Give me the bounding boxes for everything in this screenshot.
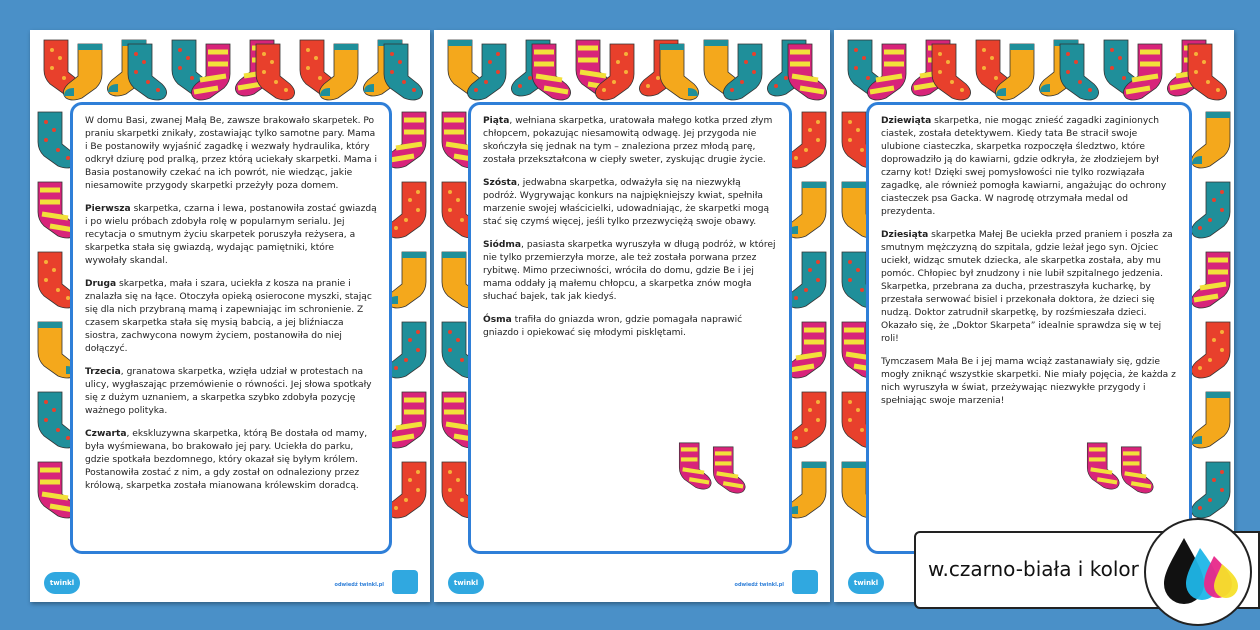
sock-pair-illustration xyxy=(1084,435,1164,505)
story-textbox xyxy=(468,102,792,554)
story-textbox xyxy=(866,102,1192,554)
worksheet-page-2 xyxy=(434,30,830,602)
paragraph: Dziewiąta skarpetka, nie mogąc znieść zagadki zaginionych ciastek, została detektywem. Kiedy tata Be stracił swoje ulubione ciasteczka, skarpetka rozpoczęła śledztwo, które doprowadziło ją do kawiarni, gdzie odkryła, że złodziejem był czarny kot! Dzięki swej pomysłowości nie tylko rozwiązała zagadkę, ale również pomogła kawiarni, angażując do ochrony ciasteczek psa Gacka. W nagrodę otrzymała medal od prezydenta. xyxy=(881,116,1167,217)
sock-icon xyxy=(1188,390,1234,450)
ink-drops-icon xyxy=(1144,518,1252,626)
footer-url: odwiedź twinkl.pl xyxy=(734,582,784,588)
sock-icon xyxy=(252,42,298,102)
twinkl-logo: twinkl xyxy=(44,572,80,594)
twinkl-logo: twinkl xyxy=(848,572,884,594)
sock-icon xyxy=(60,42,106,102)
sock-icon xyxy=(1188,320,1234,380)
paragraph: Tymczasem Mała Be i jej mama wciąż zastanawiały się, gdzie mogły zniknąć wszystkie skarpetki. Nie miały pojęcia, że każda z nich wyruszyła w świat, przeżywając niezwykłe przygody i spełniając swoje marzenia! xyxy=(881,357,1176,406)
paragraph: Druga skarpetka, mała i szara, uciekła z kosza na pranie i znalazła się na łące. Otoczyła opieką osierocone myszki, stając się dla nich przybraną mamą i zapewniając im schronienie. Z czasem skarpetka stała się mysią babcią, a jej bliźniacza siostra, zachwycona nowym życiem, postanowiła do niej dołączyć. xyxy=(85,279,372,354)
sock-icon xyxy=(464,42,510,102)
sock-icon xyxy=(656,42,702,102)
footer-badge-icon xyxy=(792,570,818,594)
sock-icon xyxy=(864,42,910,102)
sock-icon xyxy=(784,42,830,102)
sock-icon xyxy=(1188,460,1234,520)
version-label-text: w.czarno-biała i kolor xyxy=(928,557,1139,581)
sock-pair-illustration xyxy=(676,435,756,505)
sock-icon xyxy=(1184,42,1230,102)
sock-icon xyxy=(528,42,574,102)
sock-icon xyxy=(992,42,1038,102)
story-textbox xyxy=(70,102,392,554)
page-footer xyxy=(434,564,830,594)
sock-icon xyxy=(1188,180,1234,240)
sock-icon xyxy=(380,42,426,102)
paragraph: Czwarta, ekskluzywna skarpetka, którą Be dostała od mamy, była wyśmiewana, bo brakowało jej pary. Uciekła do parku, gdzie spotkała bezdomnego, który okazał się byłym królem. Postanowiła zostać z nim, a gdy został on odnaleziony przez królową, skarpetka została mianowana królewskim doradcą. xyxy=(85,429,368,491)
paragraph: Pierwsza skarpetka, czarna i lewa, postanowiła zostać gwiazdą i po wielu próbach zdobyła rolę w popularnym serialu. Jej recytacja o smutnym życiu skarpetek poruszyła reżysera, a skarpetka stała się gwiazdą, wydając pamiętniki, które wywołały skandal. xyxy=(85,204,377,266)
sock-icon xyxy=(1056,42,1102,102)
sock-icon xyxy=(1188,110,1234,170)
sock-icon xyxy=(124,42,170,102)
paragraph: Siódma, pasiasta skarpetka wyruszyła w długą podróż, w której nie tylko przemierzyła morze, ale też została porwana przez rybitwę. Mimo przeciwności, wróciła do domu, gdzie Be i jej mama oddały ją małemu chłopcu, a skarpetka znów mogła słuchać bajek, tak jak kiedyś. xyxy=(483,240,776,302)
paragraph: Szósta, jedwabna skarpetka, odważyła się na niezwykłą podróż. Wygrywając konkurs na najpiękniejszy kwiat, spełniła marzenie swojej właścicielki, udowadniając, że skarpetki mogą stać się czymś więcej, jeśli tylko przezwyciężą swoje obawy. xyxy=(483,178,770,227)
footer-url: odwiedź twinkl.pl xyxy=(334,582,384,588)
paragraph: Ósma trafiła do gniazda wron, gdzie pomagała naprawić gniazdo i opiekować się młodymi pisklętami. xyxy=(483,315,743,338)
sock-icon xyxy=(1120,42,1166,102)
twinkl-logo: twinkl xyxy=(448,572,484,594)
worksheet-page-3 xyxy=(834,30,1234,602)
sock-icon xyxy=(1188,250,1234,310)
paragraph: Dziesiąta skarpetka Małej Be uciekła przed praniem i poszła za smutnym mężczyzną do szpitala, gdzie leżał jego syn. Ojciec uciekł, widząc smutek dziecka, ale skarpetka została, aby mu pomóc. Chłopiec był znudzony i nie lubił szpitalnego jedzenia. Skarpetka, przebrana za ducha, przestraszyła kucharkę, by przestała serwować bisiel i przekonała doktora, że dzieci się nudzą. Doktor zatrudnił skarpetkę, by rozśmieszała dzieci. Okazało się, że „Doktor Skarpeta” idealnie sprawdza się w tej roli! xyxy=(881,230,1173,344)
paragraph: Piąta, wełniana skarpetka, uratowała małego kotka przed złym chłopcem, pokazując niesamowitą odwagę. Jej przygoda nie skończyła się jednak na tym – znaleziona przez młodą parę, została przekształcona w ciepły sweter, zyskując drugie życie. xyxy=(483,116,773,165)
sock-icon xyxy=(928,42,974,102)
footer-badge-icon xyxy=(392,570,418,594)
sock-icon xyxy=(188,42,234,102)
sock-icon xyxy=(316,42,362,102)
paragraph: W domu Basi, zwanej Małą Be, zawsze brakowało skarpetek. Po praniu skarpetki znikały, zostawiając tylko samotne pary. Mama i Be postanowiły wyjaśnić zagadkę i wezwały hydraulika, który odkrył dziurę pod pralką, przez którą uciekały skarpetki. Mama i Basia postanowiły czekać na ich powrót, nie wiedząc, jakie niesamowite przygody skarpetki przeżyły poza domem. xyxy=(85,116,377,191)
sock-icon xyxy=(720,42,766,102)
worksheet-page-1 xyxy=(30,30,430,602)
sock-icon xyxy=(592,42,638,102)
paragraph: Trzecia, granatowa skarpetka, wzięła udział w protestach na ulicy, wygłaszając przemówienie o równości. Jej słowa spotkały się z dużym uznaniem, a skarpetka szybko zdobyła pozycję ważnego polityka. xyxy=(85,367,372,416)
page-footer xyxy=(30,564,430,594)
